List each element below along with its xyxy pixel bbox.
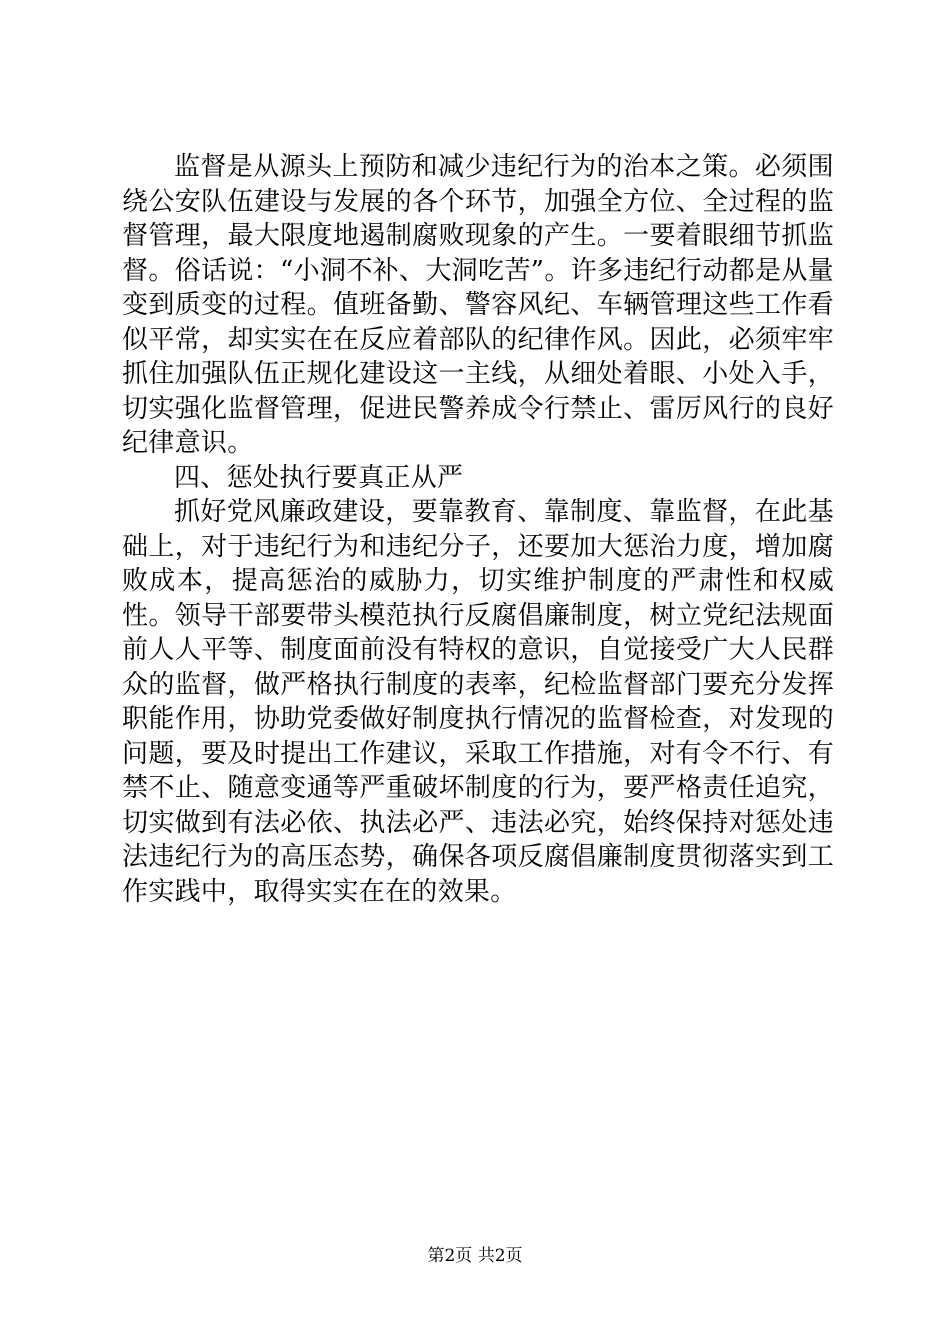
section-heading-punishment: 四、惩处执行要真正从严 [174,462,464,493]
paragraph-punishment: 抓好党风廉政建设，要靠教育、靠制度、靠监督，在此基础上，对于违纪行为和违纪分子，还要加大惩治力度，增加腐败成本，提高惩治的威胁力，切实维护制度的严肃性和权威性。领导干部要带头模范执行反腐倡廉制度，树立党纪法规面前人人平等、制度面前没有特权的意识，自觉接受广大人民群众的监督，做严格执行制度的表率，纪检监督部门要充分发挥职能作用，协助党委做好制度执行情况的监督检查，对发现的问题，要及时提出工作建议，采取工作措施，对有令不行、有禁不止、随意变通等严重破坏制度的行为，要严格责任追究，切实做到有法必依、执法必严、违法必究，始终保持对惩处违法违纪行为的高压态势，确保各项反腐倡廉制度贯彻落实到工作实践中，取得实实在在的效果。 [122,497,834,907]
document-body [122,150,834,909]
paragraph-supervision: 监督是从源头上预防和减少违纪行为的治本之策。必须围绕公安队伍建设与发展的各个环节，加强全方位、全过程的监督管理，最大限度地遏制腐败现象的产生。一要着眼细节抓监督。俗话说：“小洞不补、大洞吃苦”。许多违纪行动都是从量变到质变的过程。值班备勤、警容风纪、车辆管理这些工作看似平常，却实实在在反应着部队的纪律作风。因此，必须牢牢抓住加强队伍正规化建设这一主线，从细处着眼、小处入手，切实强化监督管理，促进民警养成令行禁止、雷厉风行的良好纪律意识。 [122,152,834,458]
page-number-footer: 第2页 共2页 [427,1246,523,1266]
